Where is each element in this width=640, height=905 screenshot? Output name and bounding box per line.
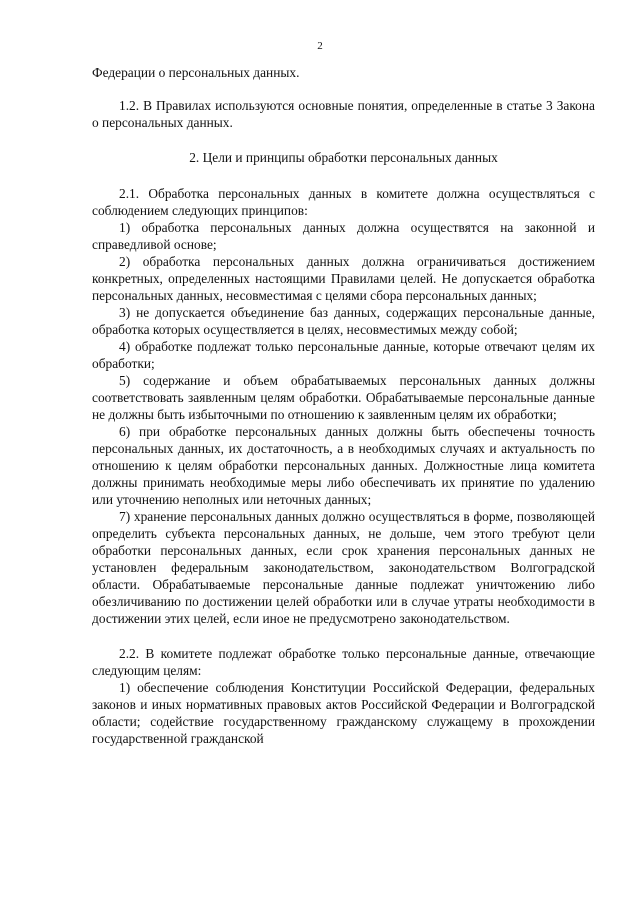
list-item-2-1-6: 6) при обработке персональных данных должны быть обеспечены точность персональных данных, их достаточность, а в необходимых случаях и актуальность по отношению к целям обработки персональных данных. Должностные лица комитета должны принимать необходимые меры либо обеспечивать их принятие по удалению или уточнению неполных или неточных данных;	[92, 424, 595, 507]
document-body	[92, 64, 595, 747]
paragraph-continuation: Федерации о персональных данных.	[92, 65, 300, 80]
paragraph-1-2: 1.2. В Правилах используются основные понятия, определенные в статье 3 Закона о персональных данных.	[92, 98, 595, 130]
list-item-2-1-2: 2) обработка персональных данных должна ограничиваться достижением конкретных, определенных настоящими Правилами целей. Не допускается обработка персональных данных, несовместимая с целями сбора персональных данных;	[92, 254, 595, 303]
list-item-2-2-1: 1) обеспечение соблюдения Конституции Российской Федерации, федеральных законов и иных нормативных правовых актов Российской Федерации и Волгоградской области; содействие государственному гражданскому служащему в прохождении государственной гражданской	[92, 680, 595, 746]
paragraph-2-1: 2.1. Обработка персональных данных в комитете должна осуществляться с соблюдением следующих принципов:	[92, 186, 595, 218]
page-number: 2	[317, 40, 323, 52]
list-item-2-1-4: 4) обработке подлежат только персональные данные, которые отвечают целям их обработки;	[92, 339, 595, 371]
list-item-2-1-1: 1) обработка персональных данных должна осуществятся на законной и справедливой основе;	[92, 220, 595, 252]
list-item-2-1-5: 5) содержание и объем обрабатываемых персональных данных должны соответствовать заявленным целям обработки. Обрабатываемые персональные данные не должны быть избыточными по отношению к заявленным целям их обработки;	[92, 373, 595, 422]
list-item-2-1-3: 3) не допускается объединение баз данных, содержащих персональные данные, обработка которых осуществляется в целях, несовместимых между собой;	[92, 305, 595, 337]
paragraph-2-2: 2.2. В комитете подлежат обработке только персональные данные, отвечающие следующим целям:	[92, 646, 595, 678]
section-heading-2: 2. Цели и принципы обработки персональных данных	[189, 150, 498, 165]
list-item-2-1-7: 7) хранение персональных данных должно осуществляться в форме, позволяющей определить субъекта персональных данных, не дольше, чем этого требуют цели обработки персональных данных, если срок хранения персональных данных не установлен федеральным законодательством, законодательством Волгоградской области. Обрабатываемые персональные данные подлежат уничтожению либо обезличиванию по достижении целей обработки или в случае утраты необходимости в достижении этих целей, если иное не предусмотрено законодательством.	[92, 509, 595, 626]
